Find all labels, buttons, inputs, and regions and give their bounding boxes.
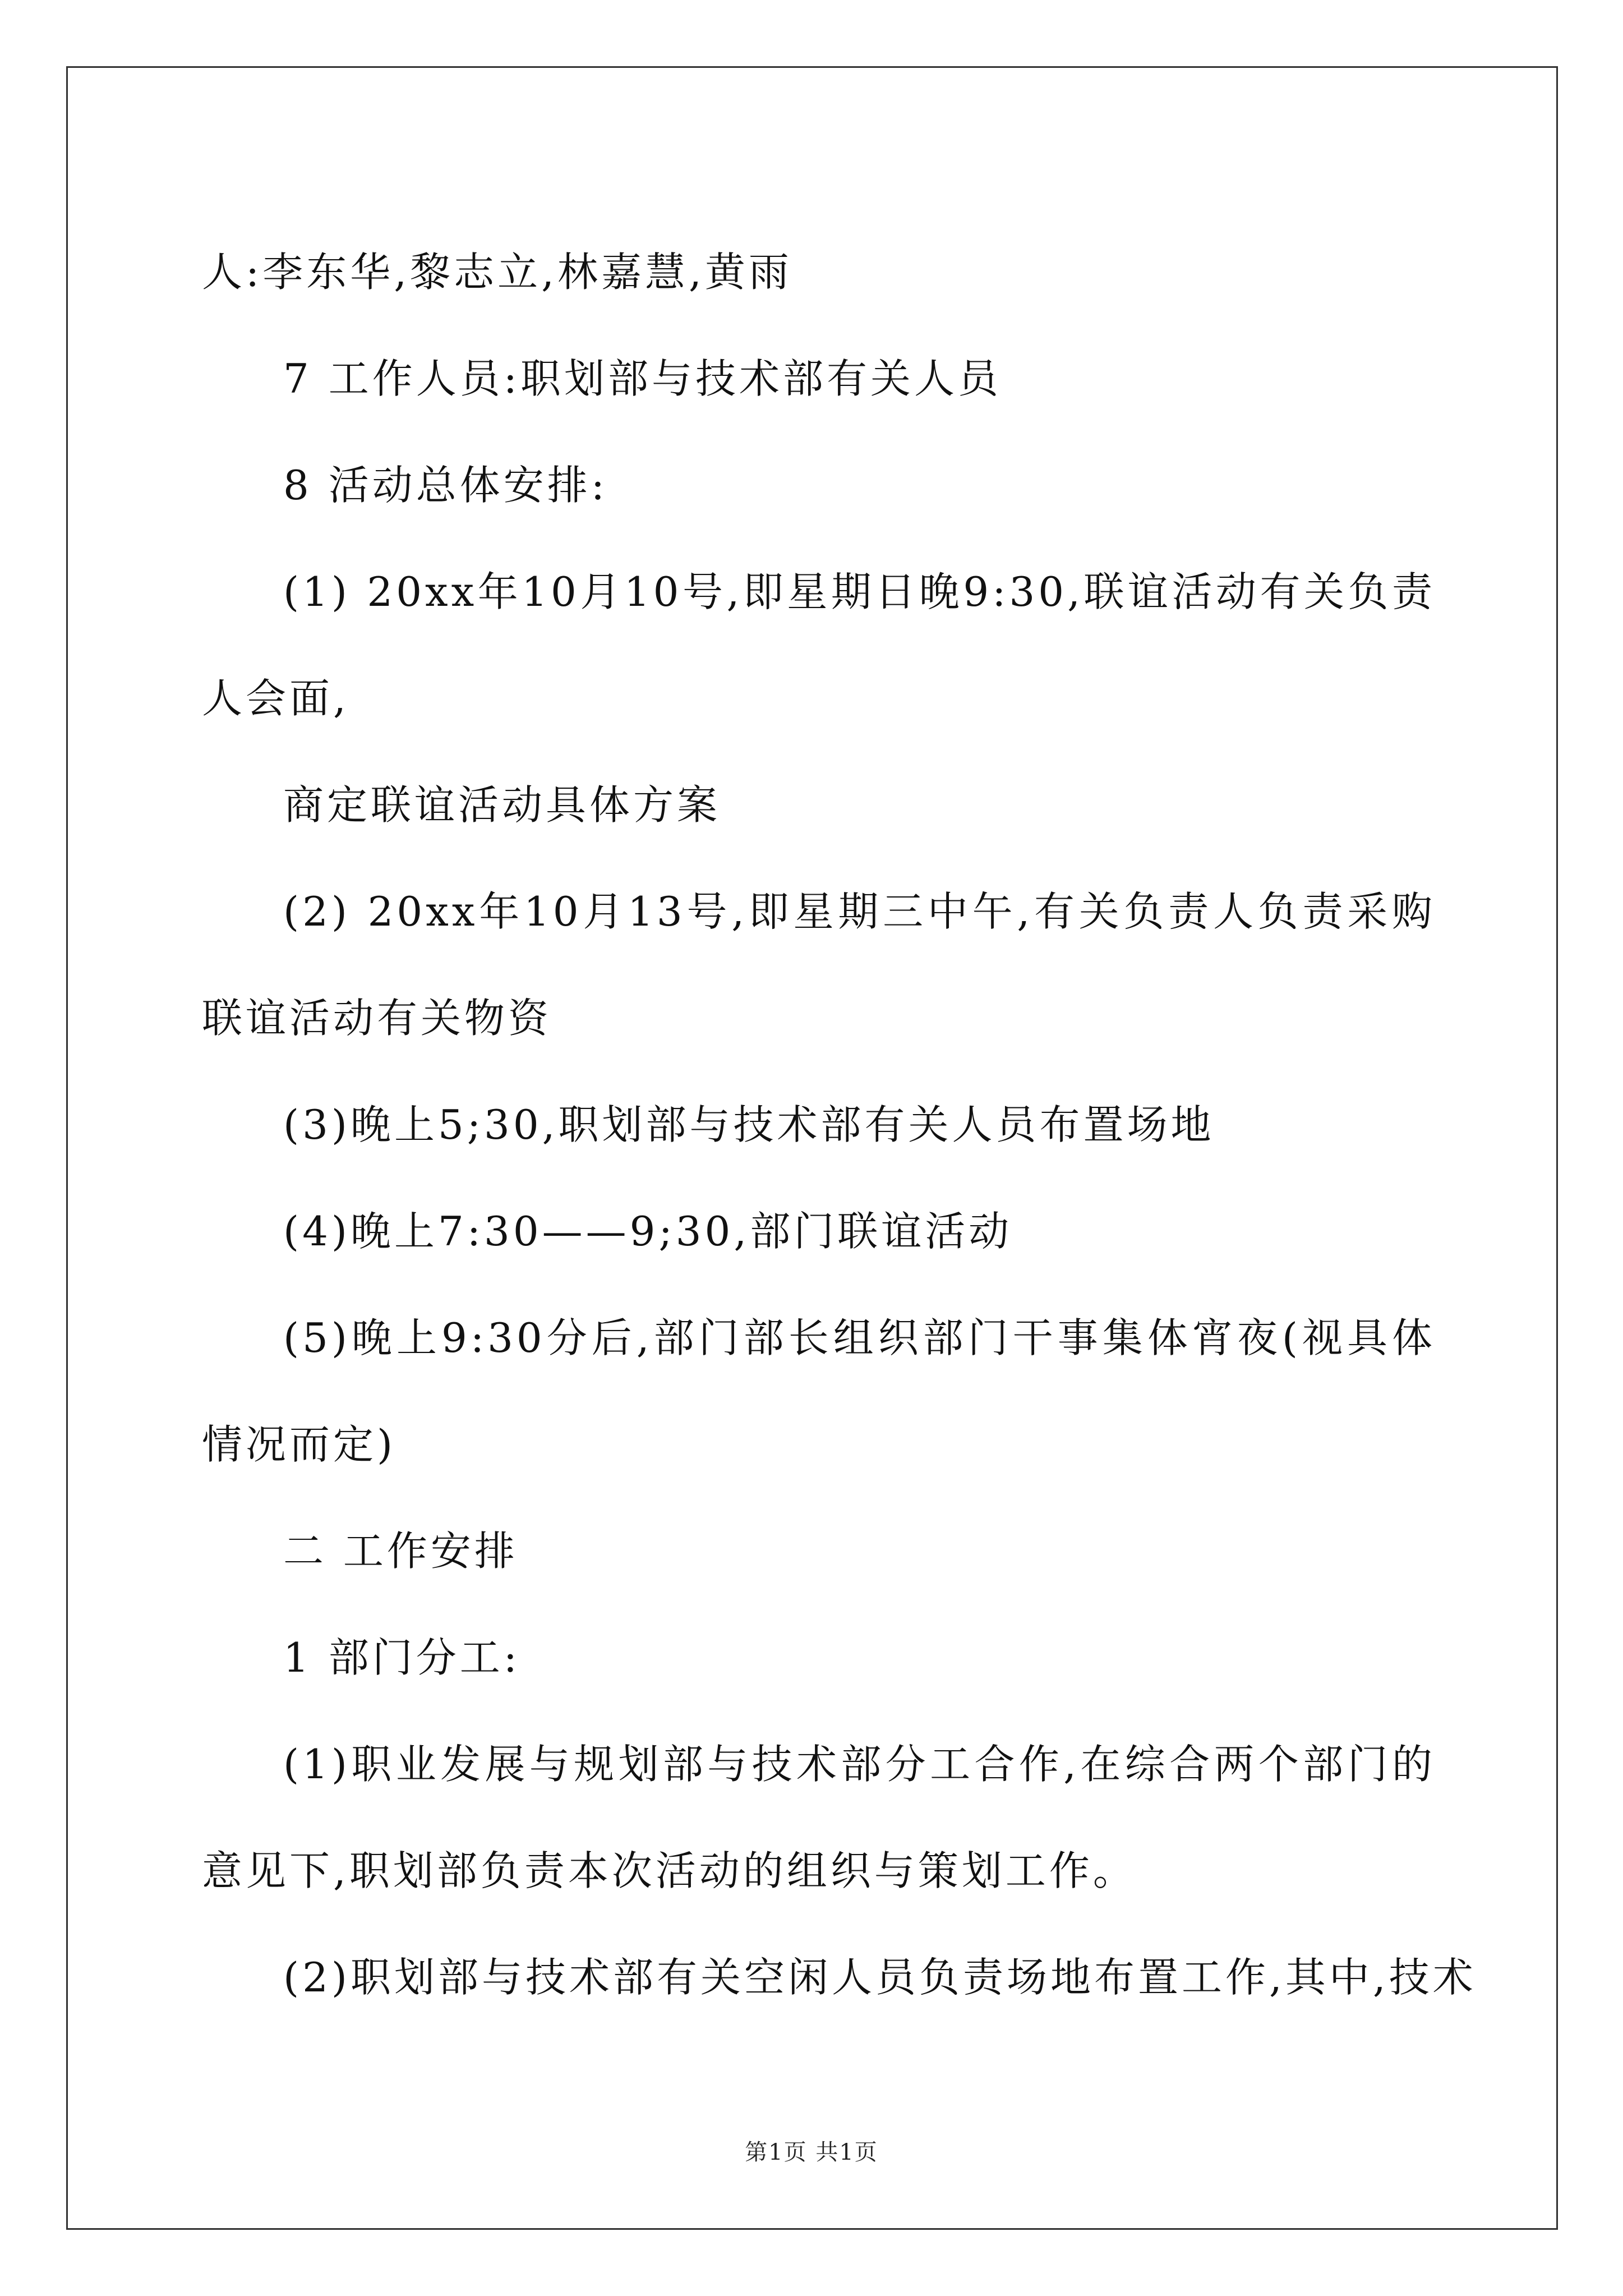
paragraph-6: (2) 20xx年10月13号,即星期三中午,有关负责人负责采购联谊活动有关物资 (202, 888, 1436, 1042)
paragraph-4: (1) 20xx年10月10号,即星期日晚9:30,联谊活动有关负责人会面, (202, 568, 1436, 722)
paragraph-12: (1)职业发展与规划部与技术部分工合作,在综合两个部门的意见下,职划部负责本次活动的组织与策划工作。 (202, 1741, 1436, 1894)
paragraph-7: (3)晚上5;30,职划部与技术部有关人员布置场地 (283, 1101, 1215, 1148)
paragraph-11: 1 部门分工: (283, 1634, 520, 1681)
paragraph-9: (5)晚上9:30分后,部门部长组织部门干事集体宵夜(视具体情况而定) (202, 1314, 1436, 1468)
paragraph-2: 7 工作人员:职划部与技术部有关人员 (283, 355, 1002, 402)
section-heading-work-arrangement: 二 工作安排 (283, 1527, 518, 1575)
document-body (202, 219, 1477, 2031)
paragraph-8: (4)晚上7:30——9;30,部门联谊活动 (283, 1208, 1013, 1255)
page-footer: 第1页 共1页 (745, 2139, 878, 2165)
paragraph-13: (2)职划部与技术部有关空闲人员负责场地布置工作,其中,技术 (283, 1954, 1477, 2001)
paragraph-1: 人:李东华,黎志立,林嘉慧,黄雨 (202, 249, 792, 296)
paragraph-5: 商定联谊活动具体方案 (283, 781, 721, 829)
paragraph-3: 8 活动总体安排: (283, 462, 608, 509)
